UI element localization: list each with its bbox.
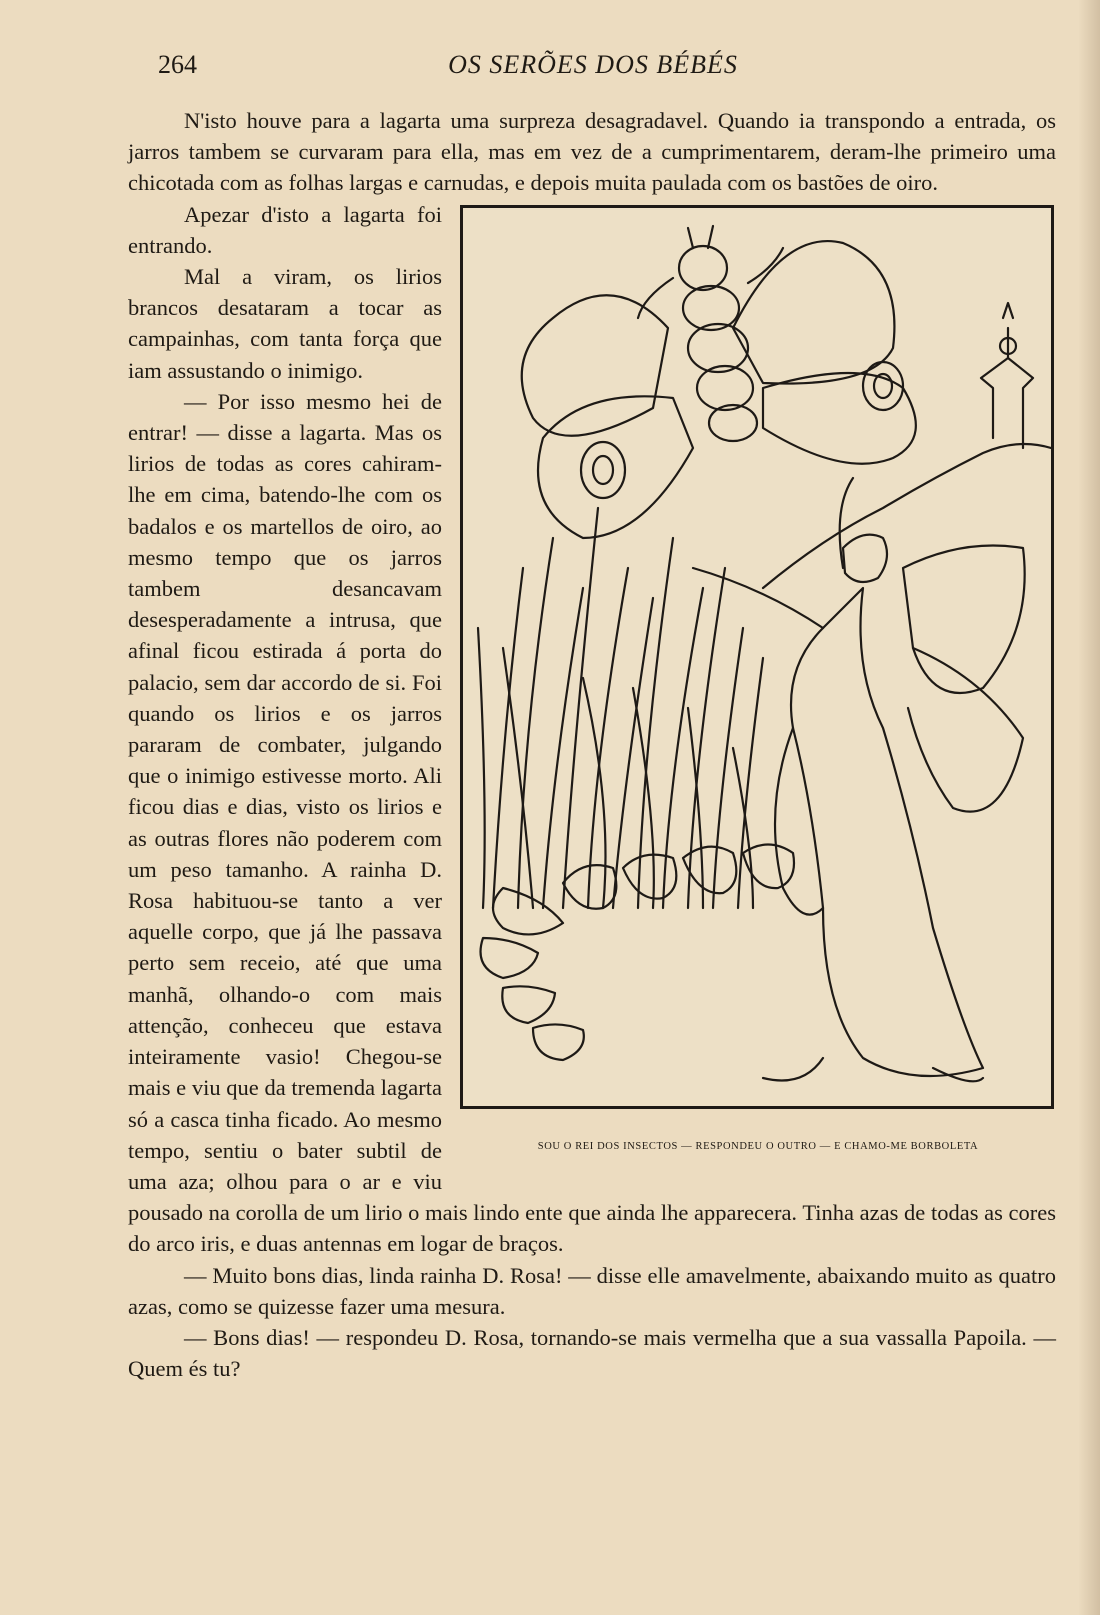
illustration-figure (460, 205, 1056, 1167)
paragraph-2: Apezar d'isto a lagarta foi entrando. (128, 201, 442, 258)
page-edge-shadow (1078, 0, 1100, 1615)
butterfly-fairy-illustration (463, 208, 1051, 1106)
page-header (158, 50, 1028, 90)
paragraph-4: — Por isso mesmo hei de entrar! — disse a lagarta. Mas os lirios de todas as cores cahiram-lhe em cima, batendo-lhe com os badalos e os martellos de oiro, ao mesmo tempo que os jarros tambem desancavam desesperadamente a intrusa, que afinal ficou estirada á porta do palacio, sem dar accordo de si. Foi quando os lirios e os jarros pararam de combater, julgando que o inimigo estivesse morto. Ali ficou dias e dias, visto os lirios e as outras flores não poderem com um peso tamanho. A rainha D. Rosa habituou-se tanto a ver aquelle corpo, que já lhe passava perto sem receio, até que uma manhã, olhando-o com mais attenção, conheceu que estava inteiramente vasio! Chegou-se mais e viu que da tremenda lagarta só a casca tinha ficado. Ao mesmo tempo, sentiu o bater subtil de uma aza; olhou para o ar e viu pousado na corolla de um lirio o mais lindo ente que ainda lhe apparecera. Tinha azas de todas as cores do arco iris, e duas antennas em logar de braços. (128, 388, 1056, 1257)
paragraph-6: — Bons dias! — respondeu D. Rosa, tornando-se mais vermelha que a sua vassalla Papoila. — Quem és tu? (128, 1324, 1056, 1382)
body-text (128, 105, 1056, 1384)
running-title: OS SERÕES DOS BÉBÉS (448, 50, 738, 79)
paragraph-5: — Muito bons dias, linda rainha D. Rosa! — disse elle amavelmente, abaixando muito as quatro azas, como se quizesse fazer uma mesura. (128, 1262, 1056, 1319)
illustration-frame (460, 205, 1054, 1109)
illustration-caption: SOU O REI DOS INSECTOS — RESPONDEU O OUTRO — E CHAMO-ME BORBOLETA (537, 1140, 979, 1152)
paragraph-1: N'isto houve para a lagarta uma surpreza desagradavel. Quando ia transpondo a entrada, os jarros tambem se curvaram para ella, mas em vez de a cumprimentarem, deram-lhe primeiro uma chicotada com as folhas largas e carnudas, e depois muita paulada com os bastões de oiro. (128, 108, 1056, 196)
paragraph-3: Mal a viram, os lirios brancos desataram a tocar as campainhas, com tanta força que iam assustando o inimigo. (128, 264, 442, 383)
page-number: 264 (158, 50, 197, 79)
